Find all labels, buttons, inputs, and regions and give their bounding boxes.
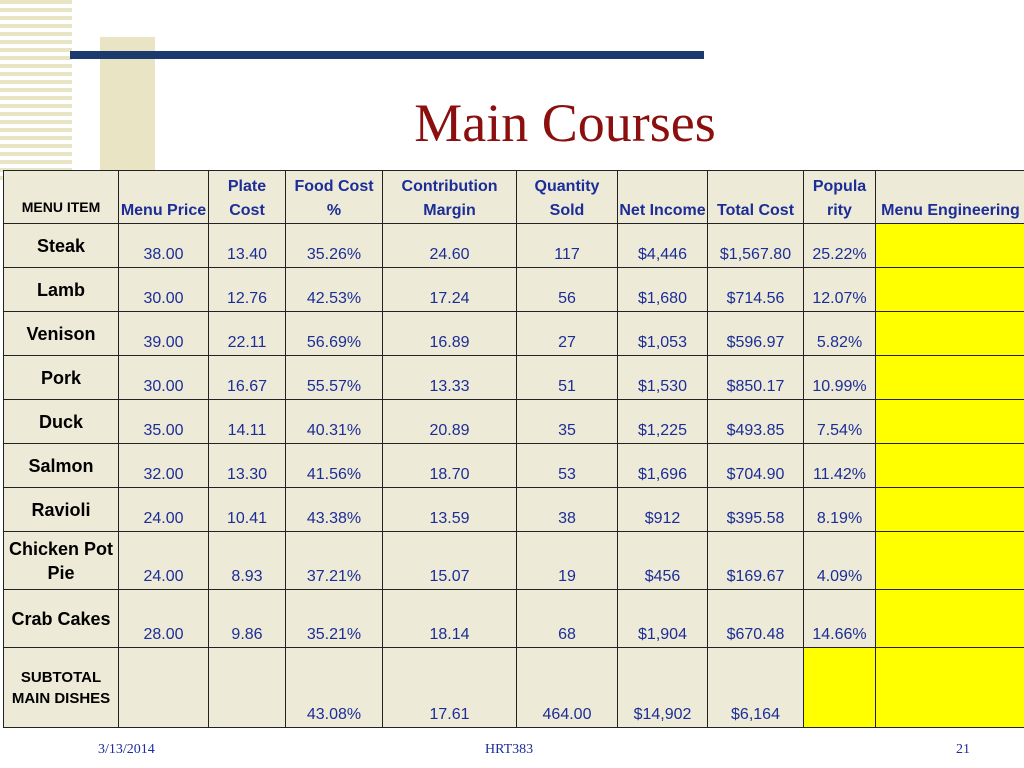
menu-price-cell: 24.00: [119, 532, 209, 590]
popularity-cell: 7.54%: [804, 400, 876, 444]
header-menu-engineering: Menu Engineering: [876, 171, 1024, 224]
total-cost-cell: $596.97: [708, 312, 804, 356]
net-income-cell: $4,446: [618, 224, 708, 268]
menu-engineering-cell: [876, 400, 1024, 444]
quantity-sold-cell: 27: [517, 312, 618, 356]
total-cost-cell: $850.17: [708, 356, 804, 400]
menu-price-cell: 24.00: [119, 488, 209, 532]
menu-engineering-cell: [876, 648, 1024, 728]
food-cost-pct-cell: 40.31%: [286, 400, 383, 444]
header-food-cost-pct: Food Cost %: [286, 171, 383, 224]
quantity-sold-cell: 51: [517, 356, 618, 400]
popularity-cell: 25.22%: [804, 224, 876, 268]
header-menu-item: MENU ITEM: [4, 171, 119, 224]
quantity-sold-cell: 19: [517, 532, 618, 590]
food-cost-pct-cell: 42.53%: [286, 268, 383, 312]
popularity-cell: 4.09%: [804, 532, 876, 590]
total-cost-cell: $493.85: [708, 400, 804, 444]
subtotal-label: SUBTOTAL MAIN DISHES: [4, 648, 119, 728]
net-income-cell: $1,680: [618, 268, 708, 312]
header-quantity-sold: Quantity Sold: [517, 171, 618, 224]
menu-engineering-cell: [876, 224, 1024, 268]
menu-item-name: Steak: [4, 224, 119, 268]
plate-cost-cell: 13.30: [209, 444, 286, 488]
popularity-cell: 8.19%: [804, 488, 876, 532]
popularity-cell: 5.82%: [804, 312, 876, 356]
table-row: [4, 268, 1024, 312]
menu-price-cell: 38.00: [119, 224, 209, 268]
table-header: [4, 171, 1024, 224]
plate-cost-cell: 8.93: [209, 532, 286, 590]
food-cost-pct-cell: 56.69%: [286, 312, 383, 356]
net-income-cell: $456: [618, 532, 708, 590]
header-menu-price: Menu Price: [119, 171, 209, 224]
plate-cost-cell: 12.76: [209, 268, 286, 312]
plate-cost-cell: 13.40: [209, 224, 286, 268]
contribution-margin-cell: 15.07: [383, 532, 517, 590]
contribution-margin-cell: 18.70: [383, 444, 517, 488]
contribution-margin-cell: 13.59: [383, 488, 517, 532]
quantity-sold-cell: 56: [517, 268, 618, 312]
food-cost-pct-cell: 41.56%: [286, 444, 383, 488]
total-cost-cell: $714.56: [708, 268, 804, 312]
table-row: [4, 532, 1024, 590]
popularity-cell: 12.07%: [804, 268, 876, 312]
popularity-cell: 14.66%: [804, 590, 876, 648]
food-cost-pct-cell: 35.26%: [286, 224, 383, 268]
plate-cost-cell: 22.11: [209, 312, 286, 356]
table-row: [4, 356, 1024, 400]
slide-title: Main Courses: [414, 93, 716, 153]
menu-item-name: Lamb: [4, 268, 119, 312]
footer-page-number: 21: [956, 742, 970, 757]
header-plate-cost: Plate Cost: [209, 171, 286, 224]
plate-cost-cell: 14.11: [209, 400, 286, 444]
quantity-sold-cell: 68: [517, 590, 618, 648]
table-body: [4, 224, 1024, 728]
table-row: [4, 224, 1024, 268]
quantity-sold-cell: 117: [517, 224, 618, 268]
menu-engineering-cell: [876, 532, 1024, 590]
contribution-margin-cell: 17.24: [383, 268, 517, 312]
menu-item-name: Pork: [4, 356, 119, 400]
total-cost-cell: $1,567.80: [708, 224, 804, 268]
header-net-income: Net Income: [618, 171, 708, 224]
menu-item-name: Chicken Pot Pie: [4, 532, 119, 590]
footer-course: HRT383: [485, 742, 534, 757]
popularity-cell: 10.99%: [804, 356, 876, 400]
table-row: [4, 312, 1024, 356]
contribution-margin-cell: 18.14: [383, 590, 517, 648]
menu-item-name: Venison: [4, 312, 119, 356]
menu-engineering-cell: [876, 356, 1024, 400]
plate-cost-cell: 9.86: [209, 590, 286, 648]
net-income-cell: $1,530: [618, 356, 708, 400]
header-popularity: Popula rity: [804, 171, 876, 224]
menu-engineering-cell: [876, 268, 1024, 312]
menu-engineering-cell: [876, 444, 1024, 488]
net-income-cell: $1,904: [618, 590, 708, 648]
plate-cost-cell: 10.41: [209, 488, 286, 532]
plate-cost-cell: [209, 648, 286, 728]
table-row: [4, 400, 1024, 444]
header-contribution-margin: Contribution Margin: [383, 171, 517, 224]
food-cost-pct-cell: 55.57%: [286, 356, 383, 400]
total-cost-cell: $704.90: [708, 444, 804, 488]
menu-price-cell: 35.00: [119, 400, 209, 444]
menu-price-cell: 30.00: [119, 268, 209, 312]
table-row: [4, 590, 1024, 648]
header-row: [4, 171, 1024, 224]
contribution-margin-cell: 24.60: [383, 224, 517, 268]
menu-price-cell: 30.00: [119, 356, 209, 400]
subtotal-row: [4, 648, 1024, 728]
net-income-cell: $912: [618, 488, 708, 532]
menu-price-cell: [119, 648, 209, 728]
menu-price-cell: 28.00: [119, 590, 209, 648]
contribution-margin-cell: 17.61: [383, 648, 517, 728]
total-cost-cell: $670.48: [708, 590, 804, 648]
food-cost-pct-cell: 43.08%: [286, 648, 383, 728]
total-cost-cell: $6,164: [708, 648, 804, 728]
menu-item-name: Salmon: [4, 444, 119, 488]
total-cost-cell: $169.67: [708, 532, 804, 590]
menu-item-name: Duck: [4, 400, 119, 444]
quantity-sold-cell: 35: [517, 400, 618, 444]
plate-cost-cell: 16.67: [209, 356, 286, 400]
menu-engineering-cell: [876, 590, 1024, 648]
footer-date: 3/13/2014: [98, 742, 155, 757]
food-cost-pct-cell: 43.38%: [286, 488, 383, 532]
menu-item-name: Crab Cakes: [4, 590, 119, 648]
main-courses-table: [3, 170, 1024, 728]
table-row: [4, 444, 1024, 488]
food-cost-pct-cell: 37.21%: [286, 532, 383, 590]
total-cost-cell: $395.58: [708, 488, 804, 532]
net-income-cell: $1,053: [618, 312, 708, 356]
quantity-sold-cell: 38: [517, 488, 618, 532]
quantity-sold-cell: 464.00: [517, 648, 618, 728]
net-income-cell: $14,902: [618, 648, 708, 728]
menu-price-cell: 32.00: [119, 444, 209, 488]
quantity-sold-cell: 53: [517, 444, 618, 488]
contribution-margin-cell: 16.89: [383, 312, 517, 356]
menu-price-cell: 39.00: [119, 312, 209, 356]
header-total-cost: Total Cost: [708, 171, 804, 224]
contribution-margin-cell: 20.89: [383, 400, 517, 444]
net-income-cell: $1,696: [618, 444, 708, 488]
menu-engineering-cell: [876, 312, 1024, 356]
popularity-cell: [804, 648, 876, 728]
popularity-cell: 11.42%: [804, 444, 876, 488]
menu-item-name: Ravioli: [4, 488, 119, 532]
contribution-margin-cell: 13.33: [383, 356, 517, 400]
table-row: [4, 488, 1024, 532]
title-rule: [70, 51, 704, 59]
food-cost-pct-cell: 35.21%: [286, 590, 383, 648]
menu-engineering-cell: [876, 488, 1024, 532]
net-income-cell: $1,225: [618, 400, 708, 444]
